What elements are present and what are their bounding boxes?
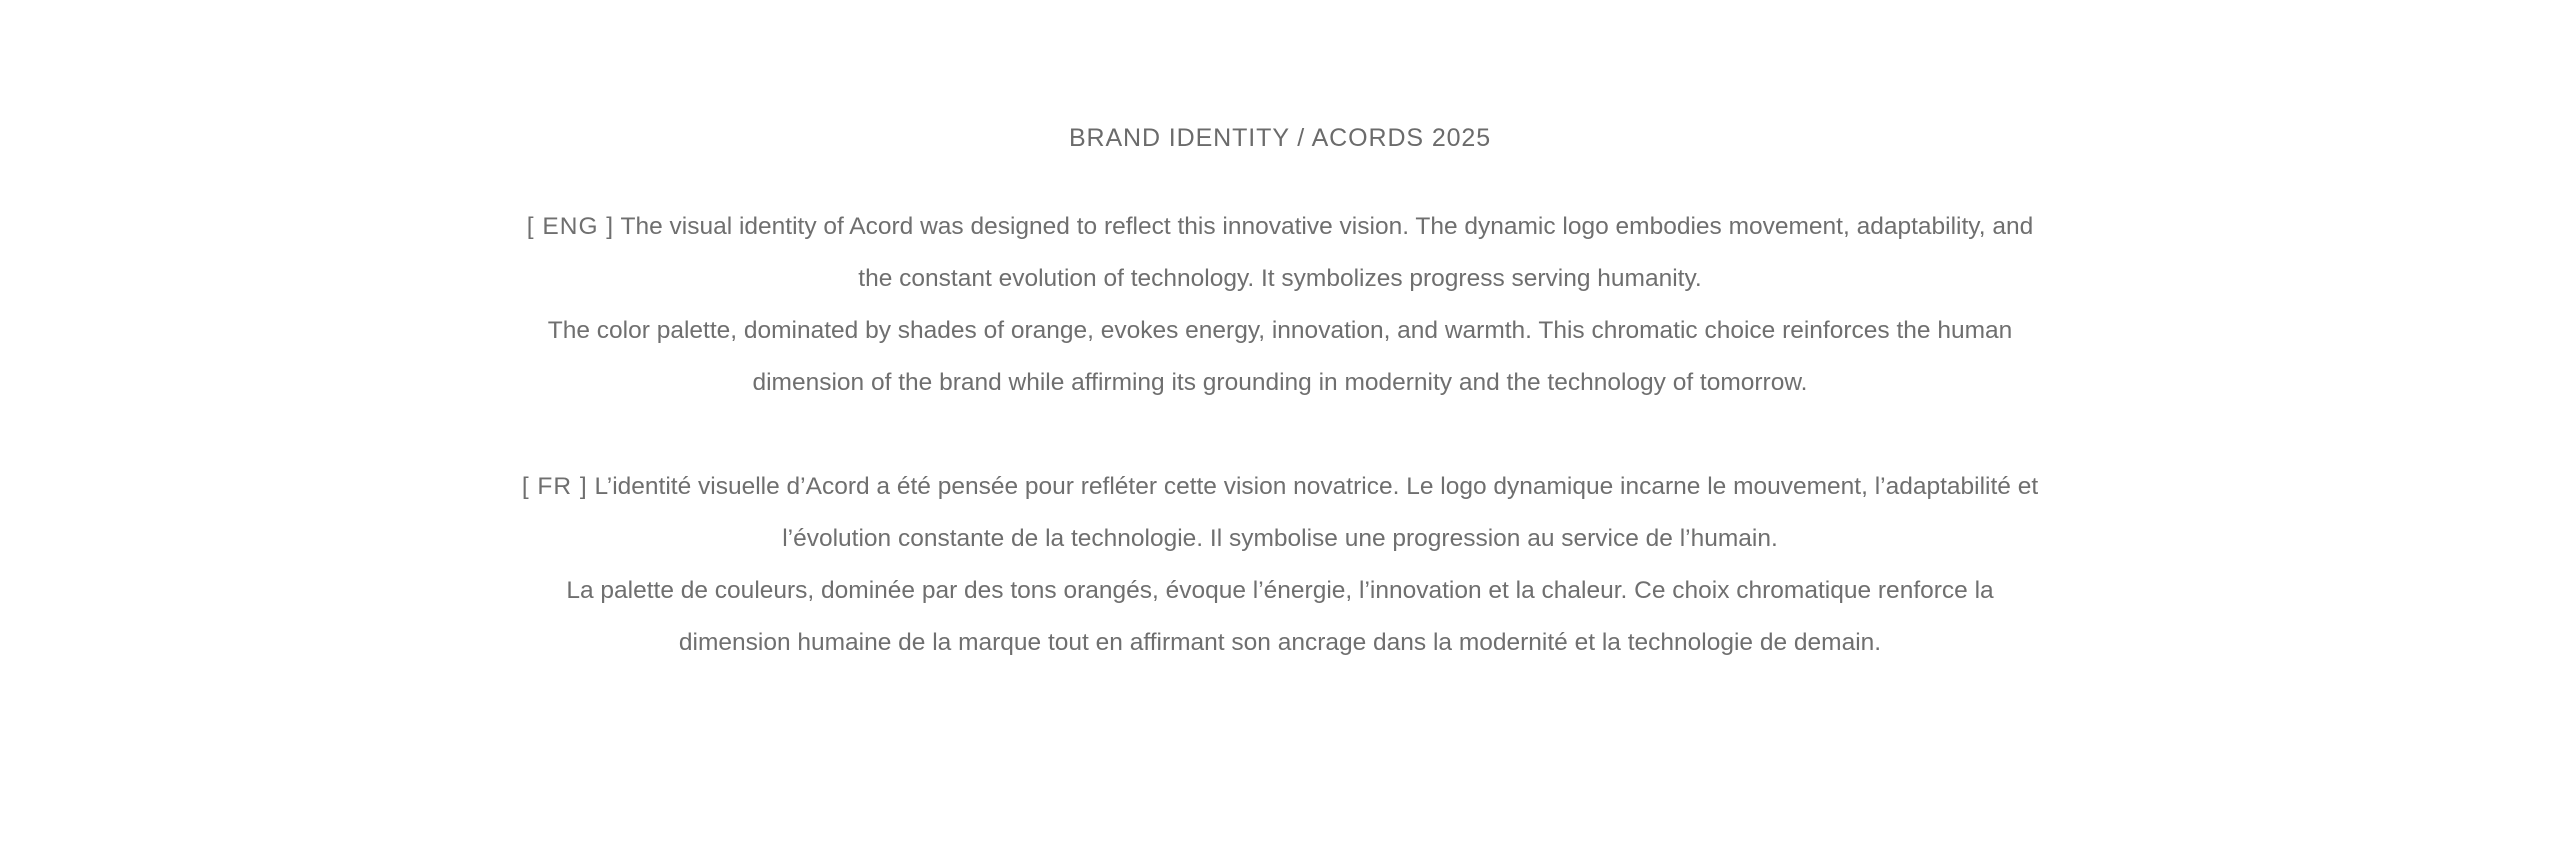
section-french-paragraph-2: La palette de couleurs, dominée par des tons orangés, évoque l’énergie, l’innovation et la chaleur. Ce choix chromatique renforce la dimension humaine de la marque tout en affirmant son ancrage dans la modernité et la technologie de demain. <box>566 577 1994 656</box>
language-tag-fr: [ FR ] <box>521 473 588 500</box>
section-english-paragraph-1: The visual identity of Acord was designed to reflect this innovative vision. The dynamic logo embodies movement, adaptability, and the constant evolution of technology. It symbolizes progress serving humanity. <box>620 213 2034 292</box>
page-title: BRAND IDENTITY / ACORDS 2025 <box>1068 124 1492 152</box>
section-english <box>520 201 2040 409</box>
section-french <box>520 461 2040 669</box>
section-french-paragraph-1: L’identité visuelle d’Acord a été pensée pour refléter cette vision novatrice. Le logo dynamique incarne le mouvement, l’adaptabilité et l’évolution constante de la technologie. Il symbolise une progression au service de l’humain. <box>594 473 2039 552</box>
language-tag-eng: [ ENG ] <box>526 213 615 240</box>
section-english-paragraph-2: The color palette, dominated by shades of orange, evokes energy, innovation, and warmth. This chromatic choice reinforces the human dimension of the brand while affirming its grounding in modernity and the technology of tomorrow. <box>547 317 2013 396</box>
